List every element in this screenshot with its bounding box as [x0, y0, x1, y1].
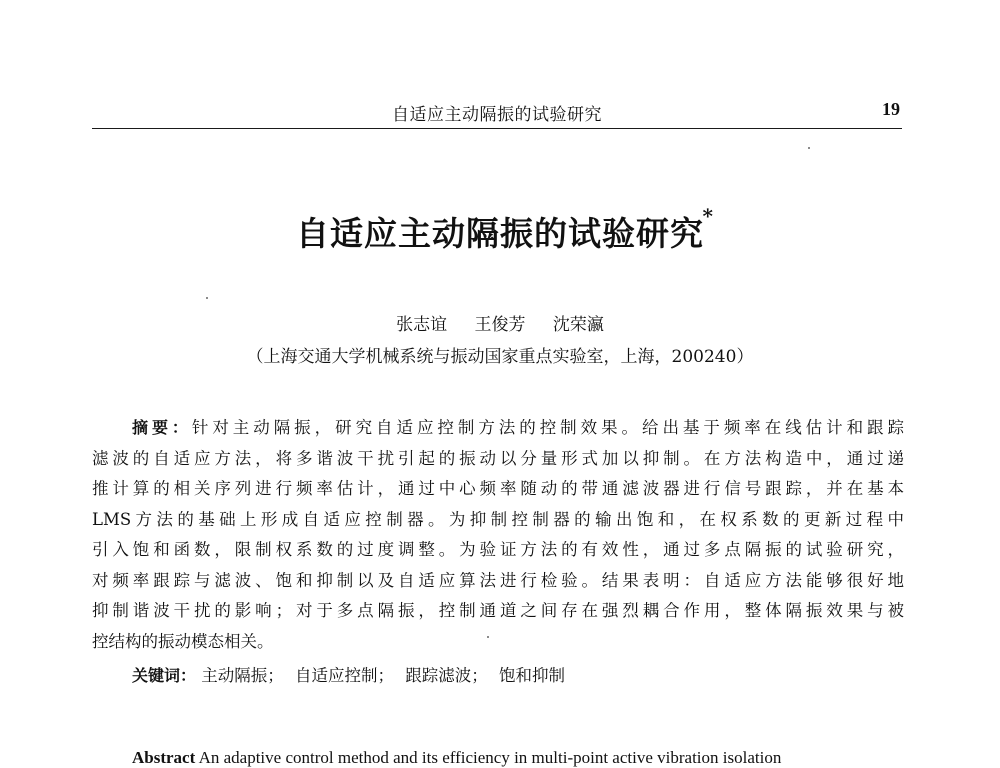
keywords-label: 关键词：: [132, 666, 197, 685]
keyword: 饱和抑制: [499, 666, 566, 685]
author-list: [0, 310, 1000, 335]
title-footnote-mark: *: [702, 204, 714, 228]
english-abstract: [132, 748, 781, 768]
abstract-line: [92, 413, 904, 444]
abstract-line: LMS方法的基础上形成自适应控制器。为抑制控制器的输出饱和，在权系数的更新过程中: [92, 509, 904, 529]
keywords: [132, 662, 565, 686]
affiliation: （上海交通大学机械系统与振动国家重点实验室，上海，200240）: [246, 347, 754, 367]
keyword: 跟踪滤波: [405, 666, 472, 685]
running-title: 自适应主动隔振的试验研究: [392, 105, 602, 125]
abstract-line-text: 针对主动隔振，研究自适应控制方法的控制效果。给出基于频率在线估计和跟踪: [191, 418, 904, 437]
abstract-line: 滤波的自适应方法，将多谐波干扰引起的振动以分量形式加以抑制。在方法构造中，通过递: [92, 448, 904, 468]
chinese-abstract: [92, 413, 904, 657]
author-name: 沈荣瀛: [552, 315, 604, 335]
paper-title: [296, 204, 714, 255]
abstract-line: 控结构的振动模态相关。: [92, 631, 274, 651]
keyword-separator: ；: [471, 666, 488, 685]
keyword: 主动隔振: [201, 666, 268, 685]
keyword: 自适应控制: [295, 666, 378, 685]
abstract-line: 对频率跟踪与滤波、饱和抑制以及自适应算法进行检验。结果表明：自适应方法能够很好地: [92, 570, 904, 590]
author-name: 张志谊: [396, 315, 448, 335]
abstract-line: 抑制谐波干扰的影响；对于多点隔振，控制通道之间存在强烈耦合作用，整体隔振效果与被: [92, 601, 904, 620]
keyword-separator: ；: [267, 666, 284, 685]
english-abstract-label: Abstract: [132, 748, 196, 767]
running-header: [92, 98, 902, 129]
author-name: 王俊芳: [474, 315, 526, 335]
page-number: 19: [882, 99, 900, 119]
keyword-separator: ；: [377, 666, 395, 685]
paper-title-text: 自适应主动隔振的试验研究: [296, 214, 704, 253]
title-block: [0, 204, 1000, 255]
scan-speck: [808, 147, 810, 149]
scan-speck: [206, 297, 208, 299]
abstract-line: 引入饱和函数，限制权系数的过度调整。为验证方法的有效性，通过多点隔振的试验研究，: [92, 540, 904, 559]
abstract-line: 推计算的相关序列进行频率估计，通过中心频率随动的带通滤波器进行信号跟踪，并在基本: [92, 479, 904, 498]
english-abstract-text: An adaptive control method and its efficiency in multi-point active vibration isolation: [198, 748, 782, 767]
abstract-label: 摘要：: [132, 418, 192, 437]
